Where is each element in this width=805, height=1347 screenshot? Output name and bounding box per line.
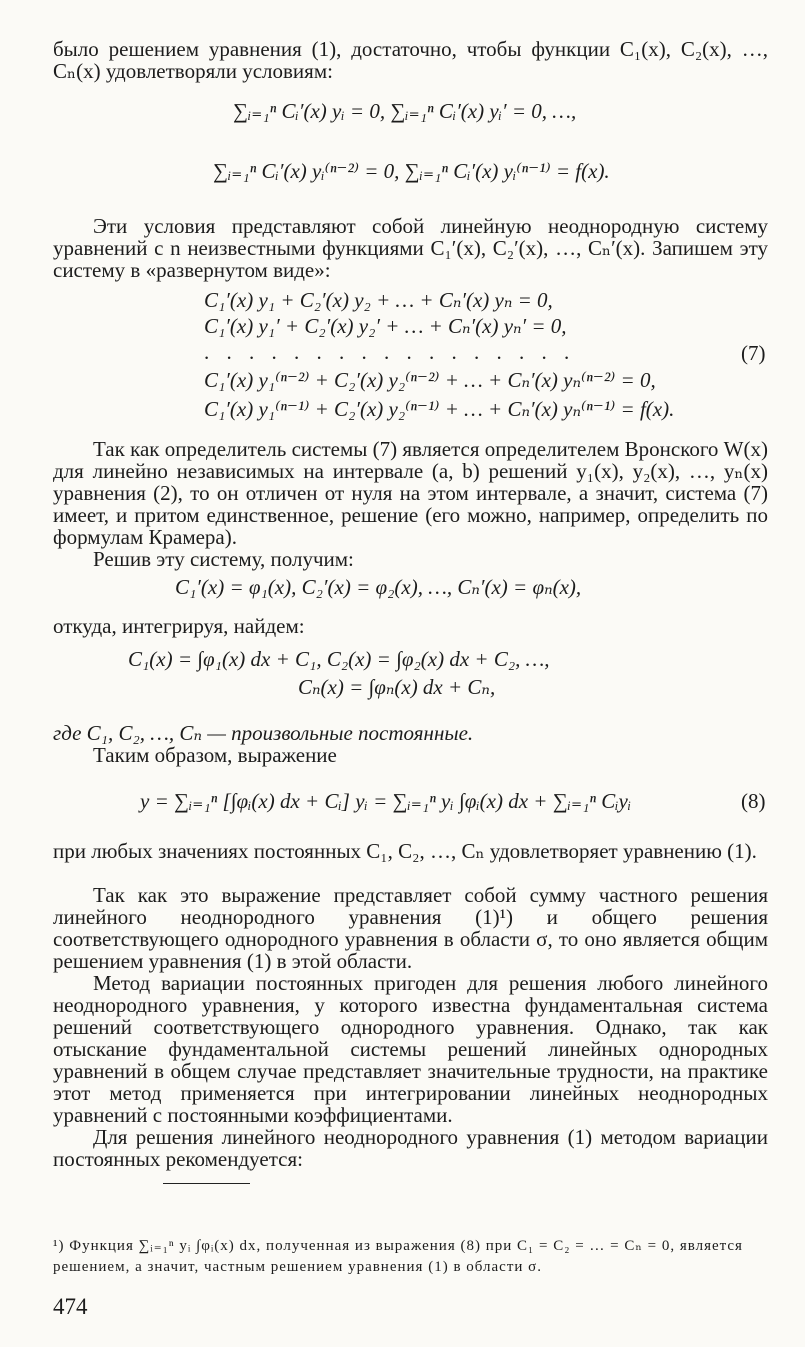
wronski-paragraph: Так как определитель системы (7) является определителем Вронского W(x) для линейно независимых на интервале (a, b) решений y₁(x), y₂(x), …, yₙ(x) уравнения (2), то он отличен от нуля на этом интервале, а значит, система (7) имеет, и притом единственное, решение (его можно, например, определить по формулам Крамера). xyxy=(53,437,768,549)
equation-label-8: (8) xyxy=(741,789,766,813)
method-paragraph: Метод вариации постоянных пригоден для решения любого линейного неоднородного уравнения, у которого известна фундаментальная система решений соответствующего однородного уравнения. Однако, так как отыскание фундаментальной системы решений линейных однородных уравнений в общем случае представляет значительные трудности, на практике этот метод применяется при интегрировании линейных неоднородных уравнений с постоянными коэффициентами. xyxy=(53,971,768,1127)
footnote: ¹) Функция ∑ᵢ₌₁ⁿ yᵢ ∫φᵢ(x) dx, полученная из выражения (8) при C₁ = C₂ = … = Cₙ = 0, является решением, а значит, частным решением уравнения (1) в области σ. xyxy=(53,1238,743,1275)
footnote-divider xyxy=(163,1183,250,1184)
page-number: 474 xyxy=(53,1294,88,1319)
solve-paragraph: Решив эту систему, получим: xyxy=(93,547,354,571)
integrating-paragraph: откуда, интегрируя, найдем: xyxy=(53,614,305,638)
equation-label-7: (7) xyxy=(741,341,766,365)
system7-line-2: C₁′(x) y₁′ + C₂′(x) y₂′ + … + Cₙ′(x) yₙ′ = 0, xyxy=(204,314,567,338)
conditions-paragraph: Эти условия представляют собой линейную неоднородную систему уравнений с n неизвестными функциями C₁′(x), C₂′(x), …, Cₙ′(x). Запишем эту систему в «развернутом виде»: xyxy=(53,214,768,282)
expression-8: y = ∑ᵢ₌₁ⁿ [∫φᵢ(x) dx + Cᵢ] yᵢ = ∑ᵢ₌₁ⁿ yᵢ ∫φᵢ(x) dx + ∑ᵢ₌₁ⁿ Cᵢyᵢ xyxy=(140,789,632,813)
solve-equation: C₁′(x) = φ₁(x), C₂′(x) = φ₂(x), …, Cₙ′(x) = φₙ(x), xyxy=(175,575,582,599)
any-values-paragraph: при любых значениях постоянных C₁, C₂, …, Cₙ удовлетворяет уравнению (1). xyxy=(53,839,757,863)
system7-line-1: C₁′(x) y₁ + C₂′(x) y₂ + … + Cₙ′(x) yₙ = 0, xyxy=(204,288,553,312)
integral-equation-2: Cₙ(x) = ∫φₙ(x) dx + Cₙ, xyxy=(298,675,496,699)
since-paragraph: Так как это выражение представляет собой сумму частного решения линейного неоднородного уравнения (1)¹) и общего решения соответствующего однородного уравнения в области σ, то оно является общим решением уравнения (1) в этой области. xyxy=(53,883,768,973)
system7-dots: . . . . . . . . . . . . . . . . . xyxy=(204,340,576,364)
system7-line-5: C₁′(x) y₁⁽ⁿ⁻¹⁾ + C₂′(x) y₂⁽ⁿ⁻¹⁾ + … + Cₙ′(x) yₙ⁽ⁿ⁻¹⁾ = f(x). xyxy=(204,397,675,421)
thus-paragraph: Таким образом, выражение xyxy=(93,743,337,767)
condition-equation-2: ∑ᵢ₌₁ⁿ Cᵢ′(x) yᵢ⁽ⁿ⁻²⁾ = 0, ∑ᵢ₌₁ⁿ Cᵢ′(x) yᵢ⁽ⁿ⁻¹⁾ = f(x). xyxy=(213,159,610,183)
where-paragraph: где C₁, C₂, …, Cₙ — произвольные постоянные. xyxy=(53,721,474,745)
condition-equation-1: ∑ᵢ₌₁ⁿ Cᵢ′(x) yᵢ = 0, ∑ᵢ₌₁ⁿ Cᵢ′(x) yᵢ′ = 0, …, xyxy=(233,99,577,123)
intro-paragraph: было решением уравнения (1), достаточно, чтобы функции C₁(x), C₂(x), …, Cₙ(x) удовлетворяли условиям: xyxy=(53,37,768,83)
last-paragraph: Для решения линейного неоднородного уравнения (1) методом вариации постоянных рекомендуется: xyxy=(53,1125,768,1171)
integral-equation-1: C₁(x) = ∫φ₁(x) dx + C₁, C₂(x) = ∫φ₂(x) dx + C₂, …, xyxy=(128,647,550,671)
system7-line-4: C₁′(x) y₁⁽ⁿ⁻²⁾ + C₂′(x) y₂⁽ⁿ⁻²⁾ + … + Cₙ′(x) yₙ⁽ⁿ⁻²⁾ = 0, xyxy=(204,368,656,392)
